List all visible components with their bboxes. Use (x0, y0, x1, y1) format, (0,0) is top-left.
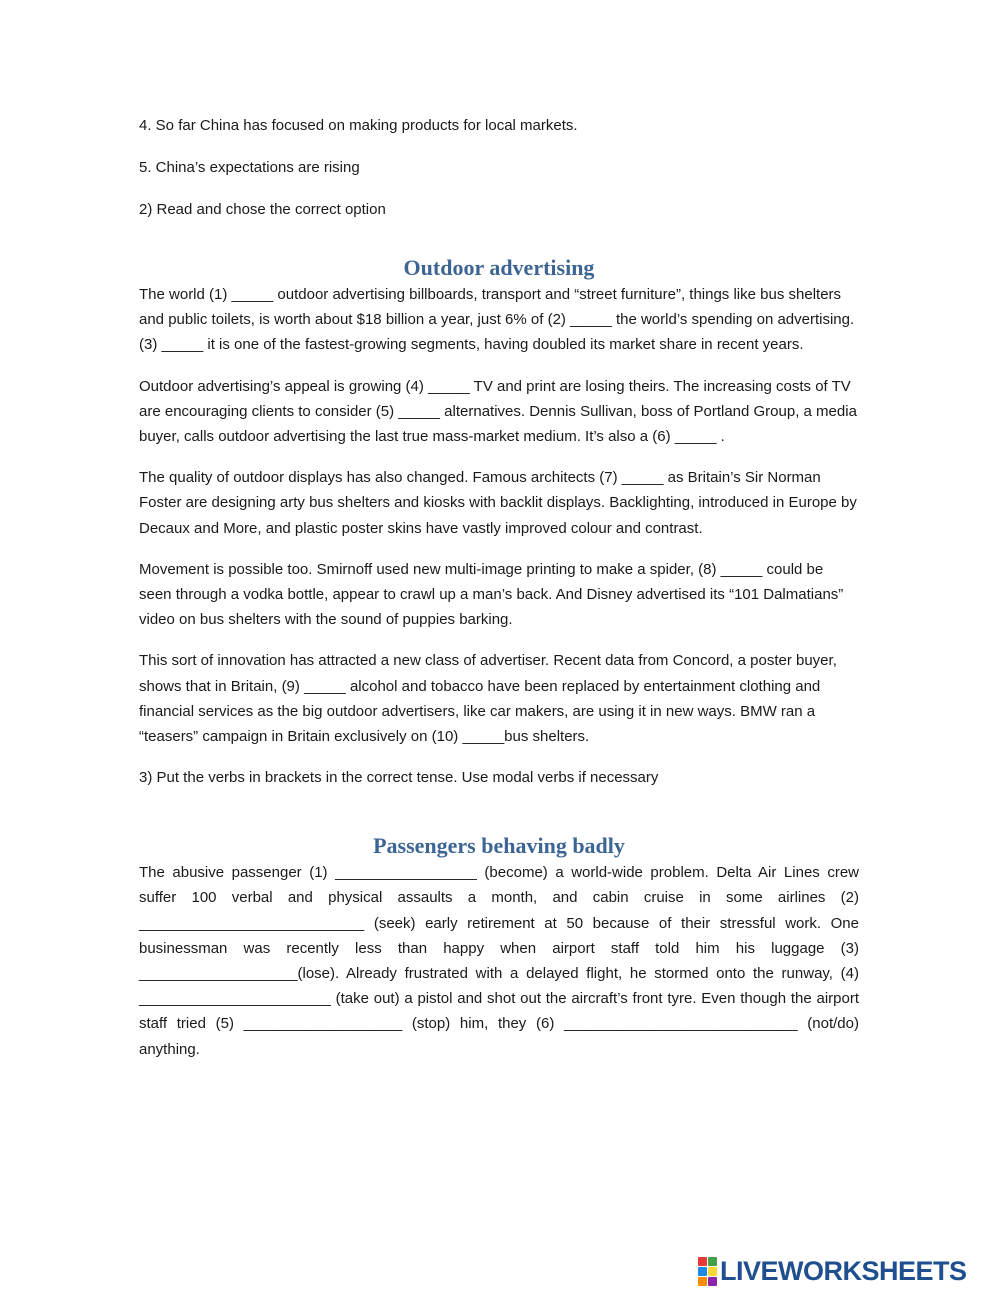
outdoor-paragraph-1: The world (1) _____ outdoor advertising billboards, transport and “street furniture”, things like bus shelters and public toilets, is worth about $18 billion a year, just 6% of (2) _____ the world’s spending on advertising. (3) _____ it is one of the fastest-growing segments, having doubled its market share in recent years. (139, 286, 855, 354)
passengers-paragraph: The abusive passenger (1) _________________ (become) a world-wide problem. Delta Air Lines crew suffer 100 verbal and physical assaults a month, and cabin cruise in some airlines (2) ___________________________ (seek) early retirement at 50 because of their stressful work. One businessman was recently less than happy when airport staff told him his luggage (3) ___________________(lose). Already frustrated with a delayed flight, he stormed onto the runway, (4) _______________________ (take out) a pistol and shot out the aircraft’s front tyre. Even though the airport staff tried (5) ___________________ (stop) him, they (6) ____________________________ (not/do) anything. (139, 864, 859, 1058)
section-title-outdoor-advertising: Outdoor advertising (403, 255, 595, 280)
logo-square (698, 1277, 707, 1286)
logo-badge-icon (698, 1257, 717, 1286)
exercise-2-instruction: 2) Read and chose the correct option (139, 201, 386, 218)
logo-text: LIVEWORKSHEETS (720, 1256, 967, 1286)
intro-item-5: 5. China’s expectations are rising (139, 159, 360, 176)
logo-square (698, 1267, 707, 1276)
logo-square (698, 1257, 707, 1266)
outdoor-paragraph-2: Outdoor advertising’s appeal is growing (4) _____ TV and print are losing theirs. The increasing costs of TV are encouraging clients to consider (5) _____ alternatives. Dennis Sullivan, boss of Portland Group, a media buyer, calls outdoor advertising the last true mass-market medium. It’s also a (6) _____ . (139, 377, 857, 446)
worksheet-page (139, 113, 859, 1078)
outdoor-paragraph-3: The quality of outdoor displays has also changed. Famous architects (7) _____ as Britain’s Sir Norman Foster are designing arty bus shelters and kiosks with backlit displays. Backlighting, introduced in Europe by Decaux and More, and plastic poster skins have vastly improved colour and contrast. (139, 469, 857, 537)
exercise-3-instruction: 3) Put the verbs in brackets in the correct tense. Use modal verbs if necessary (139, 769, 659, 787)
intro-item-4: 4. So far China has focused on making products for local markets. (139, 117, 578, 134)
logo-square (708, 1257, 717, 1266)
logo-square (708, 1277, 717, 1286)
outdoor-paragraph-4: Movement is possible too. Smirnoff used new multi-image printing to make a spider, (8) _____ could be seen through a vodka bottle, appear to crawl up a man’s back. And Disney advertised its “101 Dalmatians” video on bus shelters with the sound of puppies barking. (139, 560, 844, 629)
section-title-passengers-behaving-badly: Passengers behaving badly (373, 833, 625, 859)
outdoor-paragraph-5: This sort of innovation has attracted a new class of advertiser. Recent data from Concord, a poster buyer, shows that in Britain, (9) _____ alcohol and tobacco have been replaced by entertainment clothing and financial services as the big outdoor advertisers, like car makers, are using it in new ways. BMW ran a “teasers” campaign in Britain exclusively on (10) _____bus shelters. (139, 652, 837, 746)
liveworksheets-logo (698, 1255, 967, 1287)
logo-square (708, 1267, 717, 1276)
